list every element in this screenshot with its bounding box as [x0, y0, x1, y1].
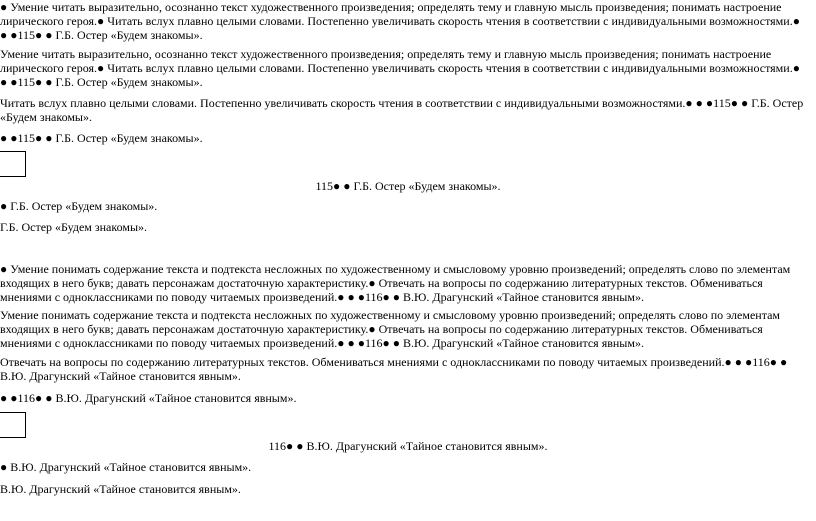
s1-empty-cell	[0, 151, 26, 177]
s2-centered-line: 116● ● В.Ю. Драгунский «Тайное становится явным».	[268, 439, 548, 453]
s1-paragraph-3: Читать вслух плавно целыми словами. Постепенно увеличивать скорость чтения в соответствии с индивидуальными возможностями.● ● ●115● ● Г.Б. Остер «Будем знакомы».	[0, 96, 804, 124]
s1-paragraph-4: ● ●115● ● Г.Б. Остер «Будем знакомы».	[0, 131, 203, 145]
s1-paragraph-1: ● Умение читать выразительно, осознанно текст художественного произведения; определять тему и главную мысль произведения; понимать настроение лирического героя.● Читать вслух плавно целыми словами. Постепенно увеличивать скорость чтения в соответствии с индивидуальными возможностями.● ● ●115● ● Г.Б. Остер «Будем знакомы».	[0, 0, 800, 42]
s2-paragraph-2: Умение понимать содержание текста и подтекста несложных по художественному и смысловому уровню произведений; определять слово по элементам входящих в него букв; давать персонажам достаточную характеристику.● Отвечать на вопросы по содержанию литературных текстов. Обмениваться мнениями с одноклассниками по поводу читаемых произведений.● ● ●116● ● В.Ю. Драгунский «Тайное становится явным».	[0, 308, 781, 350]
s2-paragraph-6: В.Ю. Драгунский «Тайное становится явным».	[0, 482, 241, 496]
s1-paragraph-6: Г.Б. Остер «Будем знакомы».	[0, 220, 148, 234]
s2-empty-cell	[0, 412, 26, 438]
s1-paragraph-5: ● Г.Б. Остер «Будем знакомы».	[0, 199, 158, 213]
s2-paragraph-5: ● В.Ю. Драгунский «Тайное становится явным».	[0, 460, 252, 474]
s2-paragraph-3: Отвечать на вопросы по содержанию литературных текстов. Обмениваться мнениями с одноклассниками по поводу читаемых произведений.● ● ●116● ● В.Ю. Драгунский «Тайное становится явным».	[0, 355, 788, 383]
s2-paragraph-4: ● ●116● ● В.Ю. Драгунский «Тайное становится явным».	[0, 391, 297, 405]
s1-paragraph-2: Умение читать выразительно, осознанно текст художественного произведения; определять тему и главную мысль произведения; понимать настроение лирического героя.● Читать вслух плавно целыми словами. Постепенно увеличивать скорость чтения в соответствии с индивидуальными возможностями.● ● ●115● ● Г.Б. Остер «Будем знакомы».	[0, 47, 800, 89]
s2-paragraph-1: ● Умение понимать содержание текста и подтекста несложных по художественному и смысловому уровню произведений; определять слово по элементам входящих в него букв; давать персонажам достаточную характеристику.● Отвечать на вопросы по содержанию литературных текстов. Обмениваться мнениями с одноклассниками по поводу читаемых произведений.● ● ●116● ● В.Ю. Драгунский «Тайное становится явным».	[0, 262, 791, 304]
s1-centered-line: 115● ● Г.Б. Остер «Будем знакомы».	[315, 179, 501, 193]
